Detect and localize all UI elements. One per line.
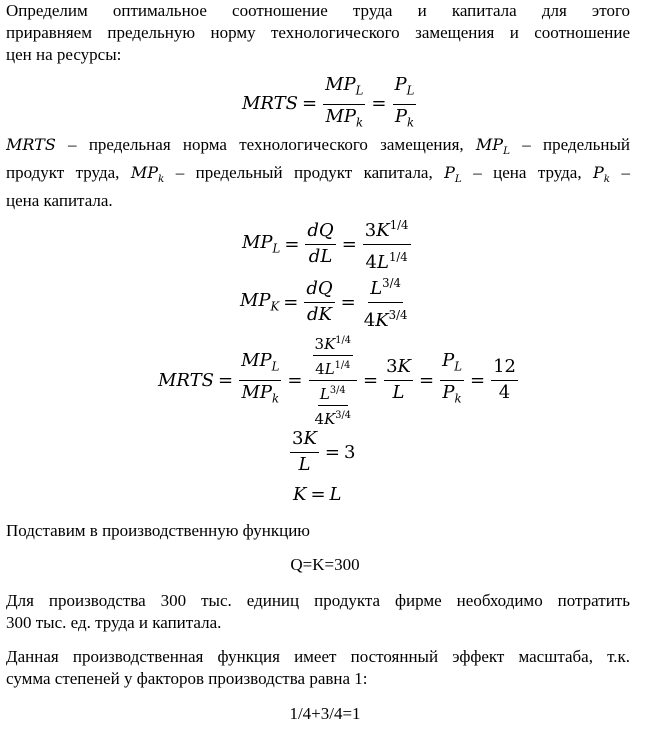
text-line: продукт труда, $MP_k$ – предельный продукт капитала, $P_L$ – цена труда, $P_k$ –	[6, 163, 630, 186]
text-line: приравняем предельную норму технологического замещения и соотношение	[6, 23, 630, 42]
text-line: Определим оптимальное соотношение труда и капитала для этого	[6, 1, 630, 20]
text-line: Для производства 300 тыс. единиц продукта фирме необходимо потратить	[6, 591, 630, 610]
intro-paragraph	[6, 0, 630, 66]
text-line: сумма степеней у факторов производства равна 1:	[6, 669, 368, 688]
formula-mpl: $MP_L$ = $\frac{dQ}{dL}$ = $\frac{3K^{1/4}}{4L^{1/4}}$	[242, 214, 413, 274]
text-line: Данная производственная функция имеет постоянный эффект масштаба, т.к.	[6, 647, 630, 666]
formula-mpk: $MP_K$ = $\frac{dQ}{dK}$ = $\frac{L^{3/4}}{4K^{3/4}}$	[240, 272, 411, 332]
formula-k-equals-l: K = L	[293, 484, 342, 505]
text-line: 300 тыс. ед. труда и капитала.	[6, 613, 222, 632]
definitions-paragraph	[6, 134, 630, 212]
substitute-paragraph	[6, 520, 630, 542]
text-line: Подставим в производственную функцию	[6, 521, 310, 540]
text-line: цена капитала.	[6, 191, 113, 211]
formula-mrts-definition: MRTS = $\frac{MP_L}{MP_k}$ = $\frac{P_L}{P_k}$	[242, 74, 415, 130]
text-line: цен на ресурсы:	[6, 45, 122, 64]
formula-ratio-equals: $\frac{3K}{L}$ = 3	[292, 428, 356, 475]
formula-q-value: Q=K=300	[290, 555, 360, 574]
conclusion-paragraph	[6, 590, 630, 634]
scale-effect-paragraph	[6, 646, 630, 690]
text-line: MRTS – предельная норма технологического замещения, $MP_L$ – предельный	[6, 135, 630, 158]
formula-mrts-calculation: MRTS = $\frac{MP_L}{MP_k}$ = $\frac{\frac{3K^{1/4}}{4L^{1/4}}}{\frac{L^{3/4}}{4K^{3/4}}}$ = $\frac{3K}{L}$ = $\frac{P_L}{P_k}$ = $\frac{12}{4}$	[158, 332, 520, 428]
formula-exponent-sum: 1/4+3/4=1	[289, 704, 361, 723]
